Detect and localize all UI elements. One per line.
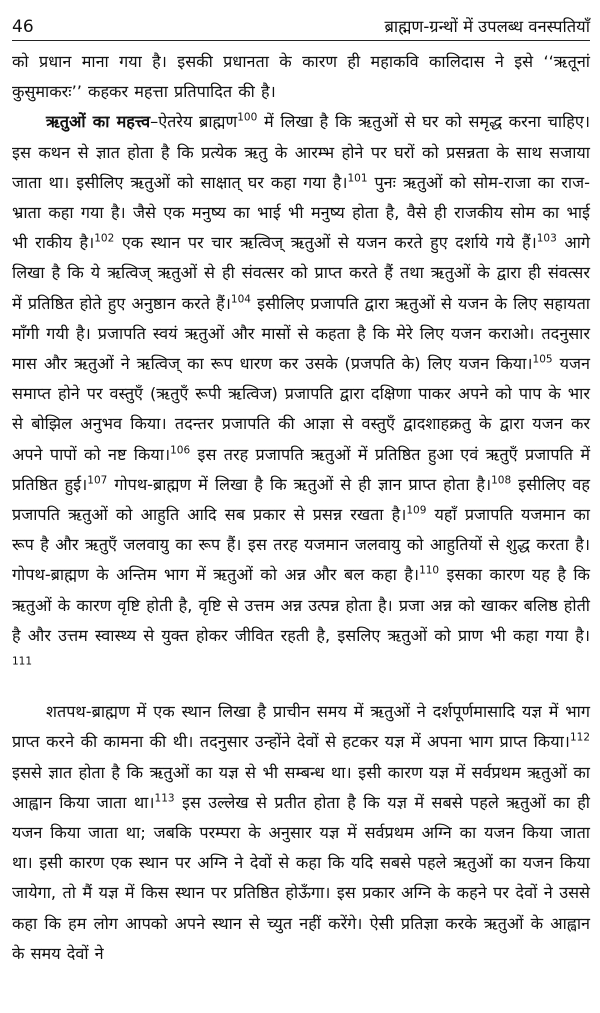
running-title: ब्राह्मण-ग्रन्थों में उपलब्ध वनस्पतियाँ	[384, 17, 590, 36]
footnote-ref: 109	[406, 504, 427, 517]
text-run: इस तरह प्रजापति ऋतुओं में प्रतिष्ठित हुआ एवं ऋतुएँ प्रजापति में प्रतिष्ठित हुई।	[12, 444, 590, 494]
text-run: शतपथ-ब्राह्मण में एक स्थान लिखा है प्राचीन समय में ऋतुओं ने दर्शपूर्णमासादि यज्ञ में भाग प्राप्त करने की कामना की थी। तदनुसार उन्होंने देवों से हटकर यज्ञ में अपना भाग प्राप्त किया।	[12, 702, 590, 752]
text-run: इसका कारण यह है कि ऋतुओं के कारण वृष्टि होती है, वृष्टि से उत्तम अन्न उत्पन्न होता है। प्रजा अन्न को खाकर बलिष्ठ होती है और उत्तम स्वास्थ्य से युक्त होकर जीवित रहती है, इसलिए ऋतुओं को प्राण भी कहा गया है।	[12, 565, 590, 645]
text-run: यजन समाप्त होने पर वस्तुएँ (ऋतुएँ रूपी ऋत्विज) प्रजापति द्वारा दक्षिणा पाकर अपने को पाप के भार से बोझिल अनुभव किया। तदन्तर प्रजापति की आज्ञा से वस्तुएँ द्वादशाहक्रतु के द्वारा यजन कर अपने पापों को नष्ट किया।	[12, 354, 590, 464]
page-number: 46	[12, 17, 34, 37]
text-run: इसीलिए वह प्रजापति ऋतुओं को आहुति आदि सब प्रकार से प्रसन्न रखता है।	[12, 474, 590, 525]
footnote-ref: 103	[536, 232, 557, 245]
text-run: –ऐतरेय ब्राह्मण	[150, 112, 238, 132]
footnote-ref: 108	[491, 474, 512, 487]
page-header	[12, 14, 590, 41]
footnote-ref: 110	[419, 565, 440, 578]
text-run: यहाँ प्रजापति यजमान का रूप है और ऋतुएँ जलवायु का रूप हैं। इस तरह यजमान जलवायु को आहुतियों से शुद्ध करता है। गोपथ-ब्राह्मण के अन्तिम भाग में ऋतुओं को अन्न और बल कहा है।	[12, 505, 590, 585]
footnote-ref: 113	[154, 792, 175, 805]
paragraph-1	[12, 47, 590, 107]
text-run: इसीलिए प्रजापति द्वारा ऋतुओं से यजन के लिए सहायता माँगी गयी है। प्रजापति स्वयं ऋतुओं और मासों से कहता है कि मेरे लिए यजन कराओ। तदनुसार मास और ऋतुओं ने ऋत्विज् का रूप धारण कर उसके (प्रजपति के) लिए यजन किया।	[12, 293, 590, 374]
footnote-ref: 111	[12, 655, 33, 668]
section-heading: ऋतुओं का महत्त्व	[46, 112, 151, 132]
footnote-ref: 102	[94, 232, 115, 245]
footnote-ref: 112	[569, 732, 590, 745]
paragraph-2	[12, 107, 590, 681]
footnote-ref: 105	[532, 353, 553, 366]
text-run: में लिखा है कि ऋतुओं से घर को समृद्ध करना चाहिए। इस कथन से ज्ञात होता है कि प्रत्येक ऋतु के आरम्भ होने पर घरों को प्रसन्नता के साथ सजाया जाता था। इसीलिए ऋतुओं को साक्षात् घर कहा गया है।	[12, 112, 590, 192]
text-run: को प्रधान माना गया है। इसकी प्रधानता के कारण ही महाकवि कालिदास ने इसे ‘‘ऋतूनां कुसुमाकरः’’ कहकर महत्ता प्रतिपादित की है।	[12, 52, 590, 102]
footnote-ref: 107	[87, 474, 108, 487]
footnote-ref: 100	[237, 112, 258, 125]
text-run: गोपथ-ब्राह्मण में लिखा है कि ऋतुओं से ही ज्ञान प्राप्त होता है।	[107, 474, 492, 494]
text-run: एक स्थान पर चार ऋत्विज् ऋतुओं से यजन करते हुए दर्शाये गये हैं।	[114, 233, 537, 253]
text-run: इस उल्लेख से प्रतीत होता है कि यज्ञ में सबसे पहले ऋतुओं का ही यजन किया जाता था; जबकि परम्परा के अनुसार यज्ञ में सर्वप्रथम अग्नि का यजन किया जाता था। इसी कारण एक स्थान पर अग्नि ने देवों से कहा कि यदि सबसे पहले ऋतुओं का यजन किया जायेगा, तो मैं यज्ञ में किस स्थान पर प्रतिष्ठित होऊँगा। इस प्रकार अग्नि के कहने पर देवों ने उससे कहा कि हम लोग आपको अपने स्थान से च्युत नहीं करेंगे। ऐसी प्रतिज्ञा करके ऋतुओं के आह्वान के समय देवों ने	[12, 792, 590, 963]
paragraph-3	[12, 697, 590, 969]
text-run: इससे ज्ञात होता है कि ऋतुओं का यज्ञ से भी सम्बन्ध था। इसी कारण यज्ञ में सर्वप्रथम ऋतुओं का आह्वान किया जाता था।	[12, 762, 590, 812]
text-run: पुनः ऋतुओं को सोम-राजा का राज-भ्राता कहा गया है। जैसे एक मनुष्य का भाई भी मनुष्य होता है, वैसे ही राजकीय सोम का भाई भी राकीय है।	[12, 172, 590, 253]
footnote-ref: 104	[230, 293, 251, 306]
footnote-ref: 101	[347, 172, 368, 185]
text-run: आगे लिखा है कि ये ऋत्विज् ऋतुओं से ही संवत्सर को प्राप्त करते हैं तथा ऋतुओं के द्वारा ही संवत्सर में प्रतिष्ठित होते हुए अनुष्ठान करते हैं।	[12, 233, 591, 313]
footnote-ref: 106	[170, 444, 191, 457]
